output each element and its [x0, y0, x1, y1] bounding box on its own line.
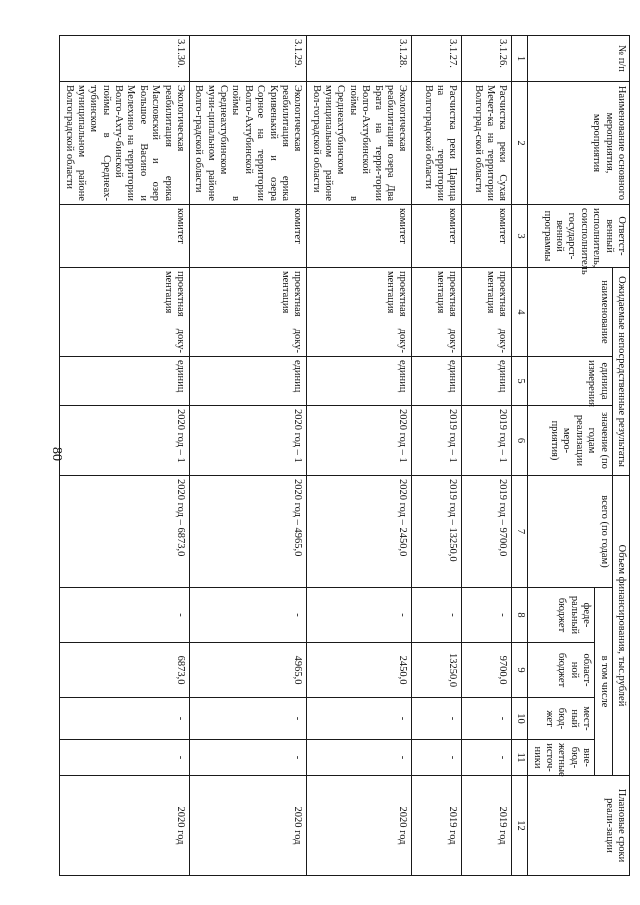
column-number: 2 [512, 82, 528, 205]
column-number: 4 [512, 268, 528, 357]
row-total: 2019 год – 9700,0 [462, 476, 512, 588]
row-total: 2019 год – 13250,0 [412, 476, 462, 588]
row-responsible: комитет [462, 205, 512, 268]
header-responsible: Ответст-венный исполнитель, соисполнитель государст-венной программы [528, 205, 630, 268]
row-activity-name: Экологическая реабилитация ерика Масловский и озер Большое Васино и Мелехино на территории Волго-Ахту-бинской поймы в Среднеах-тубинском муниципальном районе Волгоградской области [60, 82, 190, 205]
row-extra: - [462, 740, 512, 776]
header-result-value: значение (по годам реализации меро-приятия) [528, 406, 612, 476]
column-number: 12 [512, 776, 528, 876]
row-result-name: проектная доку-ментация [412, 268, 462, 357]
row-result-name: проектная доку-ментация [307, 268, 412, 357]
header-name: Наименование основного мероприятия, мероприятия [528, 82, 630, 205]
column-number: 7 [512, 476, 528, 588]
header-funding-federal: феде-ральный бюджет [528, 588, 595, 643]
table-row [60, 36, 190, 876]
header-funding-extra: вне-бюд-жетные источ-ники [528, 740, 595, 776]
row-local: - [190, 698, 307, 740]
table-row [412, 36, 462, 876]
row-activity-name: Экологическая реабилитация озера Два Брата на терри-тории Волго-Ахтубинской поймы в Среднеахтубинском муниципальном районе Вол-гоградской области [307, 82, 412, 205]
row-value: 2020 год – 1 [307, 406, 412, 476]
header-expected-results: Ожидаемые непосредственные результаты [612, 268, 629, 476]
row-deadline: 2020 год [190, 776, 307, 876]
row-local: - [60, 698, 190, 740]
column-number: 3 [512, 205, 528, 268]
row-federal: - [60, 588, 190, 643]
row-total: 2020 год – 4965,0 [190, 476, 307, 588]
row-regional: 9700,0 [462, 643, 512, 698]
row-federal: - [307, 588, 412, 643]
rotated-table-sheet [30, 35, 630, 875]
row-federal: - [462, 588, 512, 643]
row-unit: единиц [60, 357, 190, 406]
header-funding-total: всего (по годам) [528, 476, 612, 588]
header-funding: Объем финансирования, тыс.рублей [612, 476, 629, 776]
row-value: 2019 год – 1 [412, 406, 462, 476]
column-number: 1 [512, 36, 528, 82]
row-num: 3.1.26. [462, 36, 512, 82]
header-funding-local: мест-ный бюд-жет [528, 698, 595, 740]
row-responsible: комитет [412, 205, 462, 268]
row-extra: - [412, 740, 462, 776]
table-row [462, 36, 512, 876]
row-deadline: 2020 год [307, 776, 412, 876]
row-num: 3.1.28. [307, 36, 412, 82]
column-number-row [512, 36, 528, 876]
page-number: 80 [49, 447, 64, 461]
row-total: 2020 год – 2450,0 [307, 476, 412, 588]
row-local: - [462, 698, 512, 740]
row-extra: - [60, 740, 190, 776]
column-number: 6 [512, 406, 528, 476]
row-value: 2020 год – 1 [190, 406, 307, 476]
header-funding-including: в том числе [595, 588, 612, 776]
row-federal: - [190, 588, 307, 643]
row-extra: - [307, 740, 412, 776]
row-num: 3.1.27. [412, 36, 462, 82]
row-unit: единиц [307, 357, 412, 406]
row-regional: 6873,0 [60, 643, 190, 698]
column-number: 11 [512, 740, 528, 776]
row-deadline: 2019 год [462, 776, 512, 876]
program-activities-table [59, 35, 630, 876]
row-num: 3.1.30. [60, 36, 190, 82]
row-total: 2020 год – 6873,0 [60, 476, 190, 588]
column-number: 5 [512, 357, 528, 406]
row-responsible: комитет [60, 205, 190, 268]
row-value: 2020 год – 1 [60, 406, 190, 476]
column-number: 9 [512, 643, 528, 698]
header-result-name: наименование [528, 268, 612, 357]
header-result-unit: единица измерения [528, 357, 612, 406]
row-num: 3.1.29. [190, 36, 307, 82]
row-deadline: 2019 год [412, 776, 462, 876]
header-num: № п/п [528, 36, 630, 82]
column-number: 10 [512, 698, 528, 740]
row-result-name: проектная доку-ментация [190, 268, 307, 357]
header-deadline: Плановые сроки реали-зации [528, 776, 630, 876]
header-funding-regional: област-ной бюджет [528, 643, 595, 698]
row-value: 2019 год – 1 [462, 406, 512, 476]
row-unit: единиц [462, 357, 512, 406]
column-number: 8 [512, 588, 528, 643]
row-local: - [307, 698, 412, 740]
row-unit: единиц [190, 357, 307, 406]
row-regional: 13250,0 [412, 643, 462, 698]
row-regional: 4965,0 [190, 643, 307, 698]
row-result-name: проектная доку-ментация [60, 268, 190, 357]
row-responsible: комитет [307, 205, 412, 268]
row-federal: - [412, 588, 462, 643]
row-responsible: комитет [190, 205, 307, 268]
row-activity-name: Расчистка реки Сухая Мечет-ка на территории Волгоград-ской области [462, 82, 512, 205]
row-deadline: 2020 год [60, 776, 190, 876]
row-regional: 2450,0 [307, 643, 412, 698]
row-result-name: проектная доку-ментация [462, 268, 512, 357]
row-unit: единиц [412, 357, 462, 406]
table-row [307, 36, 412, 876]
row-extra: - [190, 740, 307, 776]
row-local: - [412, 698, 462, 740]
row-activity-name: Расчистка реки Царица на территории Волгоградской области [412, 82, 462, 205]
table-row [190, 36, 307, 876]
row-activity-name: Экологическая реабилитация ерика Кривенький и озера Сорное на территории Волго-Ахтубинской поймы в Среднеахтубинском муни-ципальном районе Волго-градской области [190, 82, 307, 205]
